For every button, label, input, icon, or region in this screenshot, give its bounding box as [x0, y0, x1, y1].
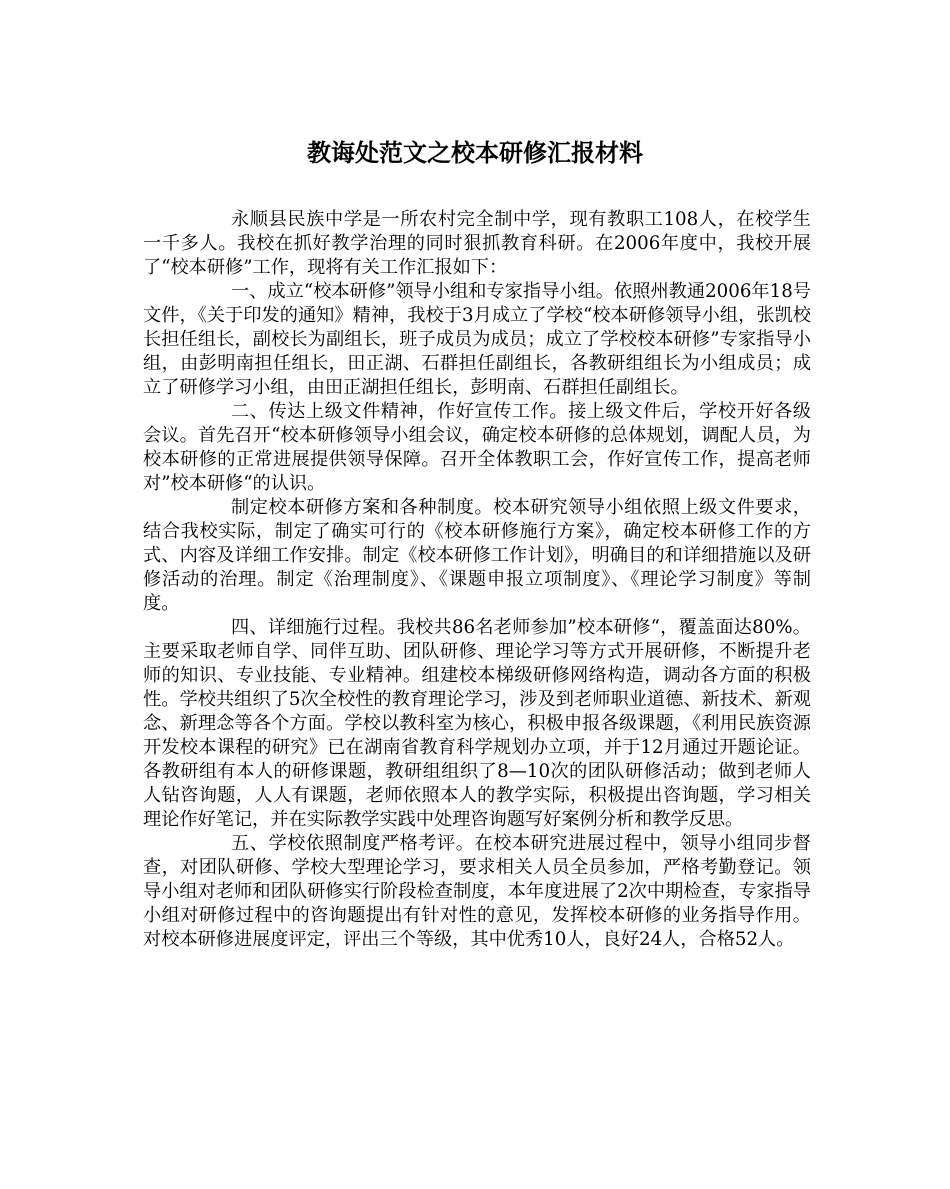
- paragraph-section-2-publicity: 二、传达上级文件精神，作好宣传工作。接上级文件后，学校开好各级会议。首先召开“校本研修领导小组会议，确定校本研修的总体规划，调配人员，为校本研修的正常进展提供领导保障。召开全体教职工会，作好宣传工作，提高老师对”校本研修“的认识。: [143, 401, 811, 494]
- paragraph-intro: 永顺县民族中学是一所农村完全制中学，现有教职工108人，在校学生一千多人。我校在抓好教学治理的同时狠抓教育科研。在2006年度中，我校开展了“校本研修”工作，现将有关工作汇报如下：: [143, 209, 811, 278]
- paragraph-section-3-plans: 制定校本研修方案和各种制度。校本研究领导小组依照上级文件要求，结合我校实际，制定了确实可行的《校本研修施行方案》，确定校本研修工作的方式、内容及详细工作安排。制定《校本研修工作计划》，明确目的和详细措施以及研修活动的治理。制定《治理制度》、《课题申报立项制度》、《理论学习制度》等制度。: [143, 497, 811, 614]
- document-title: 教诲处范文之校本研修汇报材料: [307, 138, 643, 167]
- document-body: [143, 208, 811, 952]
- paragraph-section-1-leadership: 一、成立“校本研修”领导小组和专家指导小组。依照州教通2006年18号文件，《关于印发的通知》精神，我校于3月成立了学校“校本研修领导小组，张凯校长担任组长，副校长为副组长，班子成员为成员；成立了学校校本研修”专家指导小组，由彭明南担任组长，田正湖、石群担任副组长，各教研组组长为小组成员；成立了研修学习小组，由田正湖担任组长，彭明南、石群担任副组长。: [143, 281, 811, 398]
- paragraph-section-4-implementation: 四、详细施行过程。我校共86名老师参加”校本研修“，覆盖面达80%。主要采取老师自学、同伴互助、团队研修、理论学习等方式开展研修，不断提升老师的知识、专业技能、专业精神。组建校本梯级研修网络构造，调动各方面的积极性。学校共组织了5次全校性的教育理论学习，涉及到老师职业道德、新技术、新观念、新理念等各个方面。学校以教科室为核心，积极申报各级课题，《利用民族资源开发校本课程的研究》已在湖南省教育科学规划办立项，并于12月通过开题论证。各教研组有本人的研修课题，教研组组织了8—10次的团队研修活动；做到老师人人钻咨询题，人人有课题，老师依照本人的教学实际，积极提出咨询题，学习相关理论作好笔记，并在实际教学实践中处理咨询题写好案例分析和教学反思。: [143, 617, 811, 830]
- paragraph-section-5-evaluation: 五、学校依照制度严格考评。在校本研究进展过程中，领导小组同步督查，对团队研修、学校大型理论学习，要求相关人员全员参加，严格考勤登记。领导小组对老师和团队研修实行阶段检查制度，本年度进展了2次中期检查，专家指导小组对研修过程中的咨询题提出有针对性的意见，发挥校本研修的业务指导作用。对校本研修进展度评定，评出三个等级，其中优秀10人，良好24人，合格52人。: [143, 833, 811, 950]
